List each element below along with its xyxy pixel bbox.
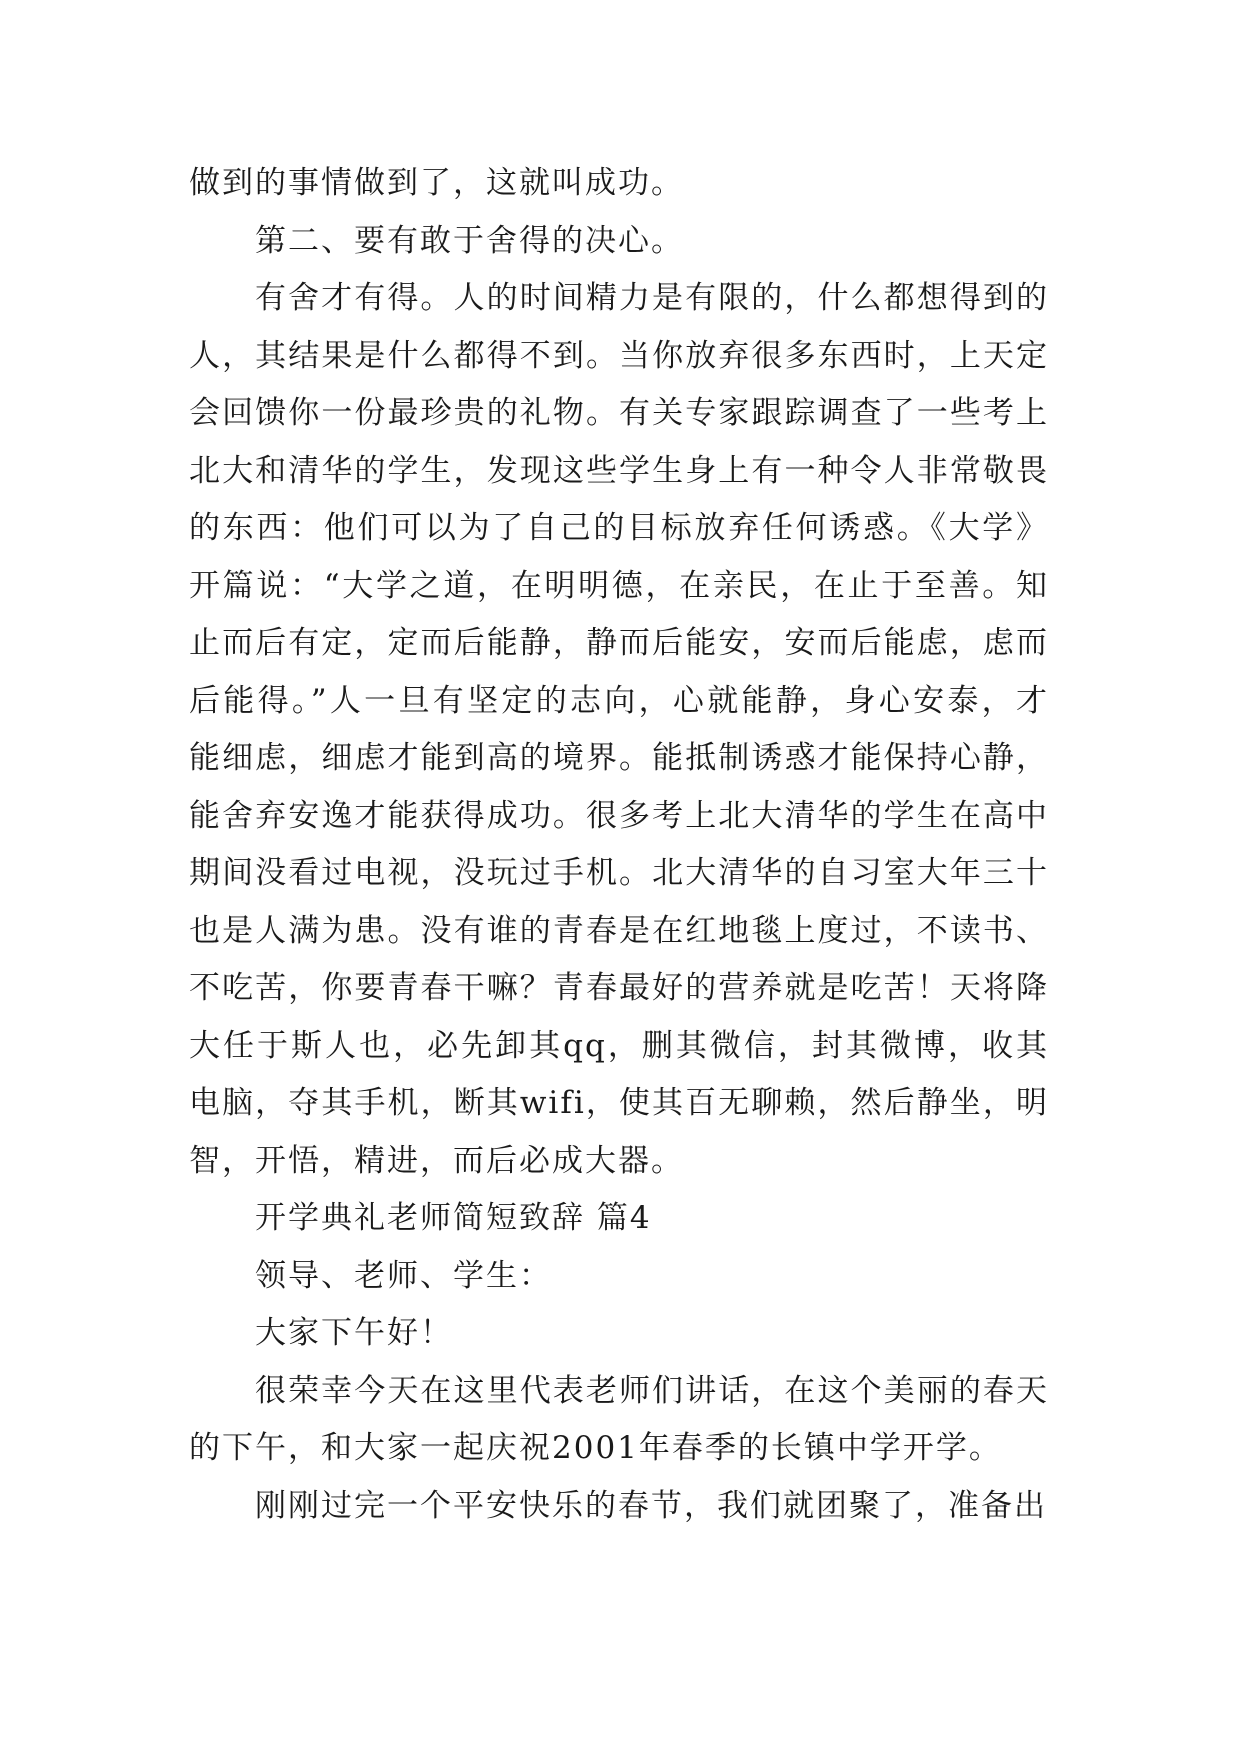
paragraph-continuation: 做到的事情做到了，这就叫成功。 [189, 165, 684, 201]
paragraph-intro: 很荣幸今天在这里代表老师们讲话，在这个美丽的春天的下午，和大家一起庆祝2001年春季的长镇中学开学。 [189, 1372, 1049, 1466]
article-title: 开学典礼老师简短致辞 篇4 [255, 1200, 652, 1236]
greeting: 大家下午好！ [255, 1315, 453, 1351]
paragraph-body: 有舍才有得。人的时间精力是有限的，什么都想得到的人，其结果是什么都得不到。当你放弃很多东西时，上天定会回馈你一份最珍贵的礼物。有关专家跟踪调查了一些考上北大和清华的学生，发现这些学生身上有一种令人非常敬畏的东西：他们可以为了自己的目标放弃任何诱惑。《大学》开篇说：“大学之道，在明明德，在亲民，在止于至善。知止而后有定，定而后能静，静而后能安，安而后能虑，虑而后能得。”人一旦有坚定的志向，心就能静，身心安泰，才能细虑，细虑才能到高的境界。能抵制诱惑才能保持心静，能舍弃安逸才能获得成功。很多考上北大清华的学生在高中期间没看过电视，没玩过手机。北大清华的自习室大年三十也是人满为患。没有谁的青春是在红地毯上度过，不读书、不吃苦，你要青春干嘛？青春最好的营养就是吃苦！天将降大任于斯人也，必先卸其qq，删其微信，封其微博，收其电脑，夺其手机，断其wifi，使其百无聊赖，然后静坐，明智，开悟，精进，而后必成大器。 [189, 280, 1049, 1179]
section-heading-second: 第二、要有敢于舍得的决心。 [255, 222, 684, 259]
document-body [189, 155, 1049, 1535]
salutation: 领导、老师、学生： [255, 1257, 552, 1294]
paragraph-last: 刚刚过完一个平安快乐的春节，我们就团聚了，准备出 [255, 1487, 1047, 1524]
